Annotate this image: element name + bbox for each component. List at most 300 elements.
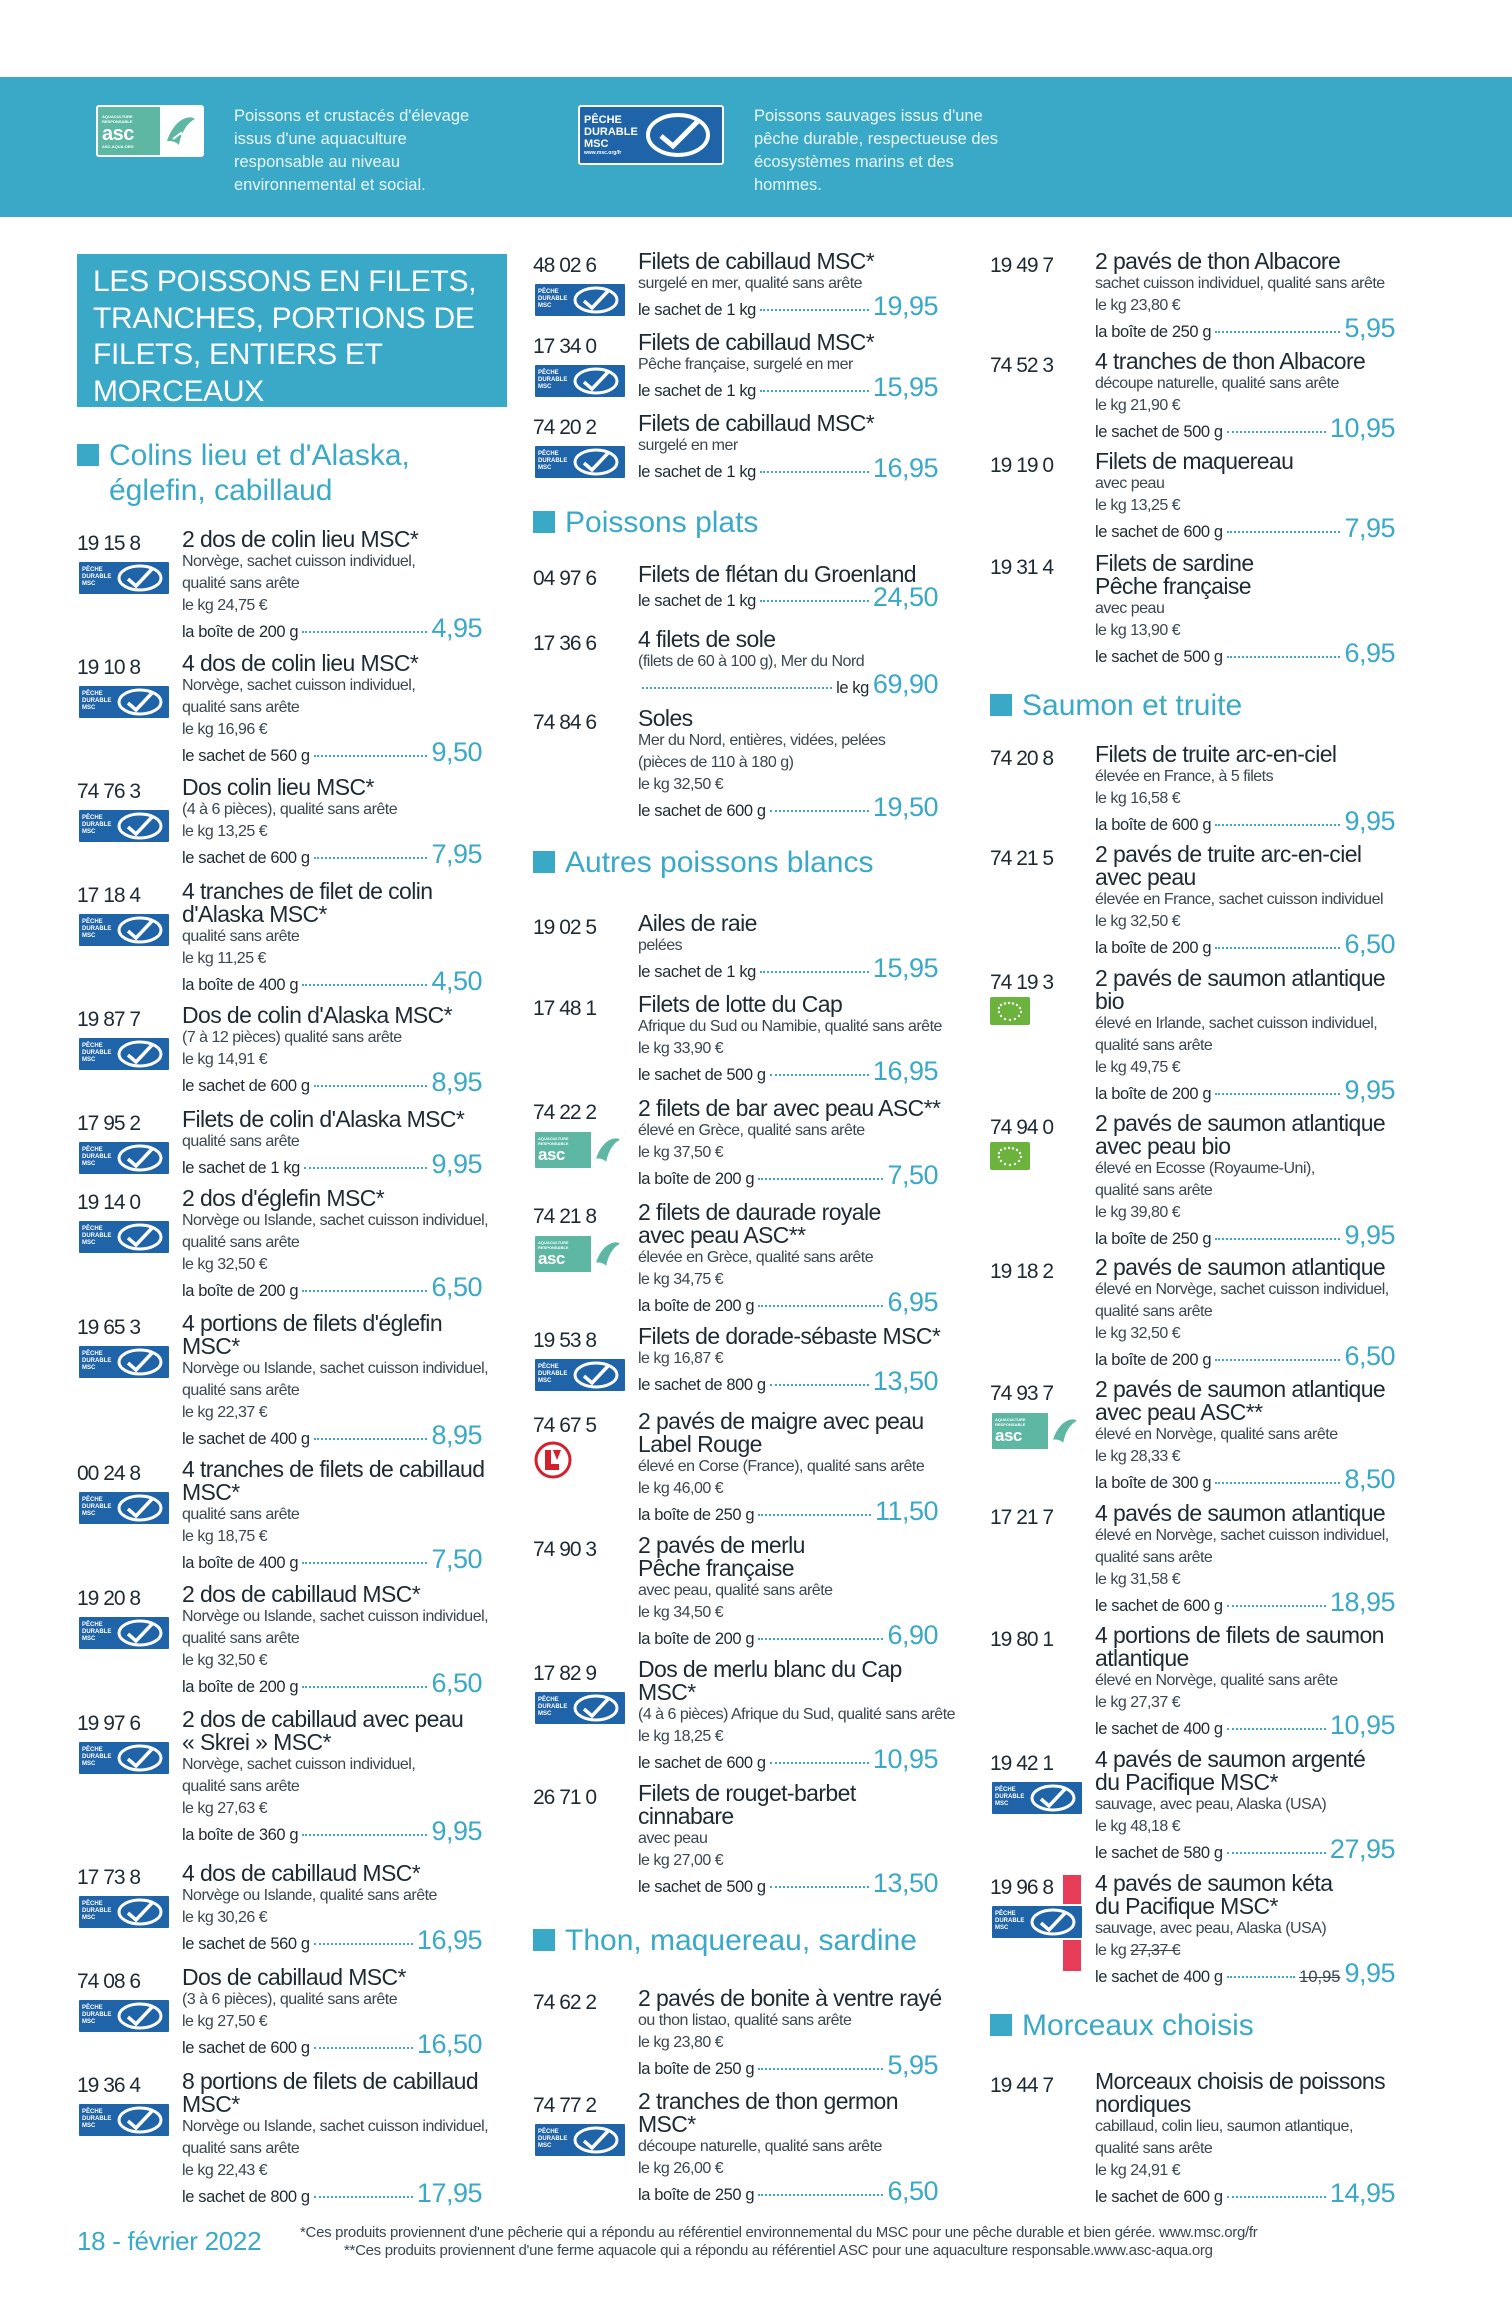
product-name: 2 dos de colin lieu MSC* [182, 526, 419, 552]
category-square-icon [533, 511, 555, 533]
label-badge [77, 1138, 171, 1176]
label-badge [990, 1408, 1084, 1451]
leader-dots [1227, 1976, 1295, 1978]
price-line [638, 372, 938, 403]
msc-logo: PÊCHE DURABLE MSC [77, 2102, 171, 2138]
leader-dots [1215, 1482, 1340, 1484]
product-name-line2: Pêche française [1095, 573, 1251, 599]
eu-organic-leaf-icon [990, 997, 1030, 1025]
product-item [990, 2068, 1410, 2208]
product-detail: élevé en Norvège, sachet cuisson individuel, [1095, 1281, 1389, 1298]
msc-logo: PÊCHE DURABLE MSC [77, 808, 171, 844]
product-name: 2 pavés de maigre avec peau [638, 1408, 924, 1434]
product-detail: qualité sans arête [1095, 1182, 1213, 1199]
price-line [638, 453, 938, 484]
pack-size: le sachet de 600 g [638, 802, 766, 820]
product-item [533, 1985, 953, 2080]
price: 6,50 [431, 1668, 482, 1698]
msc-logo: PÊCHE DURABLE MSC [77, 1490, 171, 1526]
price-line [1095, 638, 1395, 669]
pack-size: le sachet de 600 g [638, 1754, 766, 1772]
label-badge [990, 1778, 1084, 1816]
pack-size: la boîte de 250 g [1095, 1230, 1212, 1248]
category-square-icon [533, 851, 555, 873]
product-detail: le kg 27,63 € [182, 1800, 268, 1817]
product-item [990, 841, 1410, 959]
product-item [533, 1199, 953, 1317]
product-code: 74 77 2 [533, 2094, 597, 2117]
label-badge [77, 558, 171, 596]
product-detail: cabillaud, colin lieu, saumon atlantique, [1095, 2118, 1353, 2135]
price: 17,95 [416, 2178, 482, 2208]
price: 10,95 [1329, 413, 1395, 443]
product-detail: le kg 22,37 € [182, 1404, 268, 1421]
pack-size: la boîte de 400 g [182, 1554, 299, 1572]
product-detail: avec peau [1095, 475, 1165, 492]
pack-size: le sachet de 500 g [638, 1878, 766, 1896]
label-badge [533, 1440, 573, 1485]
product-code: 19 97 6 [77, 1712, 141, 1735]
product-item [77, 1456, 497, 1574]
leader-dots [1227, 1605, 1326, 1607]
product-detail: le kg 33,90 € [638, 1040, 724, 1057]
product-price-per-kg: le kg 27,37 € [1095, 1942, 1181, 1959]
product-item [533, 1780, 953, 1898]
price: 9,50 [431, 737, 482, 767]
product-detail: élevé en Norvège, qualité sans arête [1095, 1426, 1338, 1443]
product-detail: le kg 27,50 € [182, 2013, 268, 2030]
product-detail: le kg 34,50 € [638, 1604, 724, 1621]
product-detail: le kg 14,91 € [182, 1051, 268, 1068]
price: 9,95 [431, 1816, 482, 1846]
product-detail: qualité sans arête [182, 1506, 300, 1523]
product-detail: Norvège ou Islande, sachet cuisson individuel, [182, 1360, 489, 1377]
price: 27,95 [1329, 1834, 1395, 1864]
product-detail: qualité sans arête [1095, 1303, 1213, 1320]
price: 14,95 [1329, 2178, 1395, 2208]
product-name: 2 dos d'églefin MSC* [182, 1185, 385, 1211]
product-detail: élevé en Ecosse (Royaume-Uni), [1095, 1160, 1315, 1177]
leader-dots [770, 1384, 869, 1386]
product-detail: sachet cuisson individuel, qualité sans arête [1095, 275, 1385, 292]
category-square-icon [990, 694, 1012, 716]
product-code: 74 90 3 [533, 1538, 597, 1561]
pack-size: le sachet de 500 g [1095, 423, 1223, 441]
asc-logo: AQUACULTURE RESPONSABLE asc [533, 1130, 627, 1170]
product-detail: le kg 24,91 € [1095, 2162, 1181, 2179]
price: 9,95 [431, 1149, 482, 1179]
product-detail: le kg 46,00 € [638, 1480, 724, 1497]
price-line [182, 1272, 482, 1303]
pack-size: le sachet de 500 g [638, 1066, 766, 1084]
product-detail: élevée en France, sachet cuisson individuel [1095, 891, 1384, 908]
product-code: 26 71 0 [533, 1786, 597, 1809]
product-code: 19 80 1 [990, 1628, 1054, 1651]
product-detail: le kg 32,50 € [182, 1256, 268, 1273]
product-item [990, 1622, 1410, 1740]
leader-dots [1227, 531, 1341, 533]
price-line [638, 1496, 938, 1527]
leader-dots [1215, 1359, 1340, 1361]
product-item [533, 991, 953, 1086]
product-name: Filets de truite arc-en-ciel [1095, 741, 1337, 767]
price: 6,50 [1344, 929, 1395, 959]
product-detail: le kg 26,00 € [638, 2160, 724, 2177]
price: 4,50 [431, 966, 482, 996]
pack-size: le sachet de 1 kg [638, 463, 756, 481]
price-line [638, 2050, 938, 2081]
product-item [77, 878, 497, 996]
product-detail: (7 à 12 pièces) qualité sans arête [182, 1029, 402, 1046]
product-name-line2: MSC* [182, 2091, 240, 2117]
pack-size: le sachet de 600 g [182, 2039, 310, 2057]
product-detail: sauvage, avec peau, Alaska (USA) [1095, 1920, 1327, 1937]
product-code: 19 18 2 [990, 1260, 1054, 1283]
product-code: 17 36 6 [533, 632, 597, 655]
pack-size: le sachet de 400 g [182, 1430, 310, 1448]
price-line [182, 1816, 482, 1847]
price-line [638, 1160, 938, 1191]
product-item [990, 550, 1410, 668]
product-detail: le kg 21,90 € [1095, 397, 1181, 414]
product-item [990, 1870, 1410, 1988]
price: 7,95 [1344, 513, 1395, 543]
msc-logo: PÊCHE DURABLE MSC [77, 1894, 171, 1930]
msc-logo: PÊCHE DURABLE MSC [990, 1904, 1084, 1940]
product-detail: qualité sans arête [182, 1778, 300, 1795]
price-line [1095, 2178, 1395, 2209]
leader-dots [1227, 431, 1326, 433]
product-item [77, 1106, 497, 1179]
product-name: Soles [638, 705, 693, 731]
product-code: 17 73 8 [77, 1866, 141, 1889]
label-badge [77, 1996, 171, 2034]
product-name-line2: du Pacifique MSC* [1095, 1893, 1278, 1919]
leader-dots [1215, 1093, 1340, 1095]
product-code: 74 52 3 [990, 354, 1054, 377]
product-name: 4 pavés de saumon argenté [1095, 1746, 1366, 1772]
product-code: 17 34 0 [533, 335, 597, 358]
product-item [533, 705, 953, 822]
leader-dots [760, 309, 869, 311]
leader-dots [314, 1085, 428, 1087]
msc-logo: PÊCHE DURABLE MSC [77, 1615, 171, 1651]
label-badge [990, 1902, 1084, 1940]
price: 5,95 [1344, 313, 1395, 343]
pack-size: le sachet de 600 g [1095, 2188, 1223, 2206]
product-name: Dos de cabillaud MSC* [182, 1964, 406, 1990]
leader-dots [302, 1834, 427, 1836]
product-item [533, 910, 953, 983]
msc-logo: PÊCHE DURABLE MSC [77, 1344, 171, 1380]
price: 6,90 [887, 1620, 938, 1650]
product-detail: le kg 37,50 € [638, 1144, 724, 1161]
product-item [77, 1002, 497, 1097]
product-name: 2 filets de daurade royale [638, 1199, 881, 1225]
product-name: Filets de sardine [1095, 550, 1254, 576]
product-code: 19 02 5 [533, 916, 597, 939]
price: 11,50 [874, 1496, 938, 1526]
product-name: Filets de cabillaud MSC* [638, 248, 875, 274]
product-code: 19 20 8 [77, 1587, 141, 1610]
product-name: 4 tranches de filet de colin [182, 878, 433, 904]
category-colins: Colins lieu et d'Alaska, églefin, cabillaud [77, 438, 439, 508]
leader-dots [758, 1305, 883, 1307]
footnote-msc: *Ces produits proviennent d'une pêcherie qui a répondu au référentiel environnemental du MSC pour une pêche durable et bien gérée. www.msc.org/fr [300, 2224, 1258, 2241]
product-detail: élevé en Irlande, sachet cuisson individuel, [1095, 1015, 1378, 1032]
product-detail: le kg 23,80 € [638, 2034, 724, 2051]
price-line [638, 953, 938, 984]
price-line [1095, 806, 1395, 837]
product-name-line2: Label Rouge [638, 1431, 762, 1457]
product-code: 17 95 2 [77, 1112, 141, 1135]
leader-dots [302, 631, 427, 633]
product-name: 8 portions de filets de cabillaud [182, 2068, 479, 2094]
product-detail: surgelé en mer [638, 437, 738, 454]
price: 5,95 [887, 2050, 938, 2080]
product-name: Filets de dorade-sébaste MSC* [638, 1323, 941, 1349]
price-line [182, 613, 482, 644]
section-title: LES POISSONS EN FILETS, TRANCHES, PORTIONS DE FILETS, ENTIERS ET MORCEAUX [77, 254, 507, 407]
pack-size: la boîte de 200 g [638, 1170, 755, 1188]
product-code: 17 48 1 [533, 997, 597, 1020]
category-plats: Poissons plats [533, 505, 895, 540]
msc-logo: PÊCHE DURABLE MSC [533, 1690, 627, 1726]
product-detail: Afrique du Sud ou Namibie, qualité sans arête [638, 1018, 942, 1035]
product-code: 19 19 0 [990, 454, 1054, 477]
product-item [533, 561, 953, 612]
price-line [182, 1420, 482, 1451]
price-line [638, 582, 938, 613]
product-item [990, 1110, 1410, 1250]
product-name: 4 tranches de thon Albacore [1095, 348, 1366, 374]
product-name: Filets de colin d'Alaska MSC* [182, 1106, 465, 1132]
price-line [1095, 313, 1395, 344]
price-line [1095, 1710, 1395, 1741]
label-badge [533, 1127, 627, 1170]
pack-size: la boîte de 300 g [1095, 1474, 1212, 1492]
price-line [638, 291, 938, 322]
label-badge [990, 1142, 1030, 1172]
product-name: 2 filets de bar avec peau ASC** [638, 1095, 941, 1121]
product-name: 2 pavés de saumon atlantique [1095, 1110, 1386, 1136]
label-badge [77, 1892, 171, 1930]
category-square-icon [990, 2014, 1012, 2036]
leader-dots [760, 390, 869, 392]
product-detail: Norvège, sachet cuisson individuel, [182, 1756, 416, 1773]
label-badge [77, 1613, 171, 1651]
product-item [990, 1254, 1410, 1371]
price: 16,95 [872, 1056, 938, 1086]
eu-organic-leaf-icon [990, 1142, 1030, 1170]
msc-logo: PÊCHE DURABLE MSC [77, 912, 171, 948]
pack-size: la boîte de 200 g [182, 1282, 299, 1300]
product-item [533, 626, 953, 699]
leader-dots [314, 1438, 428, 1440]
leader-dots [758, 2068, 883, 2070]
pack-size: le sachet de 400 g [1095, 1720, 1223, 1738]
product-detail: Norvège ou Islande, sachet cuisson individuel, [182, 1212, 489, 1229]
product-detail: le kg 32,50 € [638, 776, 724, 793]
product-name: Filets de cabillaud MSC* [638, 410, 875, 436]
product-name: 2 pavés de merlu [638, 1532, 805, 1558]
asc-label-block [96, 105, 499, 197]
leader-dots [314, 1943, 413, 1945]
product-name: Filets de cabillaud MSC* [638, 329, 875, 355]
product-name-line2: MSC* [182, 1333, 240, 1359]
pack-size: le sachet de 1 kg [638, 963, 756, 981]
label-badge [533, 1688, 627, 1726]
product-detail: sauvage, avec peau, Alaska (USA) [1095, 1796, 1327, 1813]
product-detail: surgelé en mer, qualité sans arête [638, 275, 863, 292]
product-detail: le kg 13,25 € [1095, 497, 1181, 514]
product-detail: ou thon listao, qualité sans arête [638, 2012, 852, 2029]
product-item [77, 650, 497, 767]
msc-logo: PÊCHE DURABLE MSC [533, 1357, 627, 1393]
product-detail: le kg 32,50 € [182, 1652, 268, 1669]
product-detail: qualité sans arête [1095, 1549, 1213, 1566]
label-badge [77, 2100, 171, 2138]
price-line [182, 966, 482, 997]
product-code: 74 19 3 [990, 971, 1054, 994]
price: 16,50 [416, 2029, 482, 2059]
leader-dots [314, 2196, 413, 2198]
product-code: 74 21 8 [533, 1205, 597, 1228]
msc-logo: PÊCHE DURABLE MSC [77, 1998, 171, 2034]
product-detail: avec peau, qualité sans arête [638, 1582, 833, 1599]
product-code: 17 18 4 [77, 884, 141, 907]
product-detail: qualité sans arête [182, 1133, 300, 1150]
pack-size: la boîte de 250 g [638, 1506, 755, 1524]
msc-logo: PÊCHE DURABLE MSC [77, 1036, 171, 1072]
price-line [182, 1668, 482, 1699]
product-detail: qualité sans arête [182, 1234, 300, 1251]
price-line [1095, 513, 1395, 544]
product-detail: Norvège ou Islande, sachet cuisson individuel, [182, 2118, 489, 2135]
price-line [1095, 1464, 1395, 1495]
label-badge [77, 806, 171, 844]
product-name: 2 pavés de saumon atlantique [1095, 965, 1386, 991]
price-line [1095, 1587, 1395, 1618]
product-detail: (4 à 6 pièces) Afrique du Sud, qualité sans arête [638, 1706, 956, 1723]
product-detail: qualité sans arête [182, 575, 300, 592]
pack-size: la boîte de 200 g [1095, 1085, 1212, 1103]
product-item [990, 741, 1410, 836]
leader-dots [1215, 331, 1340, 333]
pack-size: le sachet de 600 g [182, 1077, 310, 1095]
price-line [638, 2176, 938, 2207]
price-line [638, 1620, 938, 1651]
price: 9,95 [1344, 1075, 1395, 1105]
product-detail: le kg 49,75 € [1095, 1059, 1181, 1076]
leader-dots [302, 1290, 427, 1292]
msc-logo: PÊCHE DURABLE MSC [990, 1780, 1084, 1816]
price: 13,50 [872, 1868, 938, 1898]
product-name: 4 portions de filets d'églefin [182, 1310, 443, 1336]
product-detail: qualité sans arête [182, 928, 300, 945]
leader-dots [302, 1686, 427, 1688]
product-detail: élevée en Grèce, qualité sans arête [638, 1249, 874, 1266]
product-item [533, 1323, 953, 1396]
product-name: 4 tranches de filets de cabillaud [182, 1456, 485, 1482]
product-code: 74 21 5 [990, 847, 1054, 870]
price-line [638, 1056, 938, 1087]
product-item [990, 1376, 1410, 1494]
asc-logo: AQUACULTURE RESPONSABLE asc ASC-AQUA.ORG [96, 105, 204, 157]
label-badge [533, 1355, 627, 1393]
pack-size: le sachet de 1 kg [182, 1159, 300, 1177]
price: 7,50 [431, 1544, 482, 1574]
product-code: 48 02 6 [533, 254, 597, 277]
product-detail: qualité sans arête [182, 2140, 300, 2157]
price-line [1095, 1075, 1395, 1106]
price: 9,95 [1344, 1958, 1395, 1988]
label-badge [77, 1034, 171, 1072]
product-detail: découpe naturelle, qualité sans arête [1095, 375, 1339, 392]
asc-logo: AQUACULTURE RESPONSABLE asc [533, 1234, 627, 1274]
pack-size: la boîte de 250 g [638, 2186, 755, 2204]
product-code: 19 14 0 [77, 1191, 141, 1214]
product-item [77, 1706, 497, 1846]
product-name: 2 pavés de saumon atlantique [1095, 1376, 1386, 1402]
price: 10,95 [1329, 1710, 1395, 1740]
product-detail: le kg 24,75 € [182, 597, 268, 614]
leader-dots [770, 1762, 869, 1764]
product-name: Ailes de raie [638, 910, 757, 936]
pack-size: le sachet de 600 g [1095, 523, 1223, 541]
product-detail: le kg 34,75 € [638, 1271, 724, 1288]
product-code: 74 08 6 [77, 1970, 141, 1993]
price: 19,95 [872, 291, 938, 321]
msc-logo: PÊCHE DURABLE MSC [77, 1740, 171, 1776]
leader-dots [758, 1178, 883, 1180]
leader-dots [1227, 1728, 1326, 1730]
pack-size: la boîte de 200 g [638, 1297, 755, 1315]
product-code: 19 31 4 [990, 556, 1054, 579]
label-badge [77, 1342, 171, 1380]
product-code: 74 93 7 [990, 1382, 1054, 1405]
product-item [533, 1656, 956, 1774]
product-name: 2 pavés de bonite à ventre rayé [638, 1985, 942, 2011]
product-detail: le kg 16,58 € [1095, 790, 1181, 807]
category-morceaux: Morceaux choisis [990, 2008, 1352, 2043]
product-detail: le kg 28,33 € [1095, 1448, 1181, 1465]
product-detail: (pièces de 110 à 180 g) [638, 754, 794, 771]
pack-size: la boîte de 200 g [182, 623, 299, 641]
product-name-line2: avec peau ASC** [1095, 1399, 1263, 1425]
product-name: 2 pavés de saumon atlantique [1095, 1254, 1386, 1280]
product-name: 2 tranches de thon germon [638, 2088, 898, 2114]
pack-size: le sachet de 1 kg [638, 382, 756, 400]
product-name: 2 pavés de thon Albacore [1095, 248, 1341, 274]
product-detail: le kg 32,50 € [1095, 1325, 1181, 1342]
product-detail: (3 à 6 pièces), qualité sans arête [182, 1991, 398, 2008]
category-blancs: Autres poissons blancs [533, 845, 895, 880]
price: 16,95 [416, 1925, 482, 1955]
product-code: 19 36 4 [77, 2074, 141, 2097]
category-square-icon [77, 444, 99, 466]
old-price: 10,95 [1299, 1968, 1341, 1986]
product-code: 19 96 8 [990, 1876, 1054, 1899]
product-code: 74 76 3 [77, 780, 141, 803]
product-detail: qualité sans arête [1095, 2140, 1213, 2157]
product-name-line2: atlantique [1095, 1645, 1189, 1671]
msc-logo: PÊCHE DURABLE MSC [533, 444, 627, 480]
product-code: 19 49 7 [990, 254, 1054, 277]
product-detail: (4 à 6 pièces), qualité sans arête [182, 801, 398, 818]
product-name-line2: avec peau bio [1095, 1133, 1231, 1159]
product-name: 4 portions de filets de saumon [1095, 1622, 1384, 1648]
